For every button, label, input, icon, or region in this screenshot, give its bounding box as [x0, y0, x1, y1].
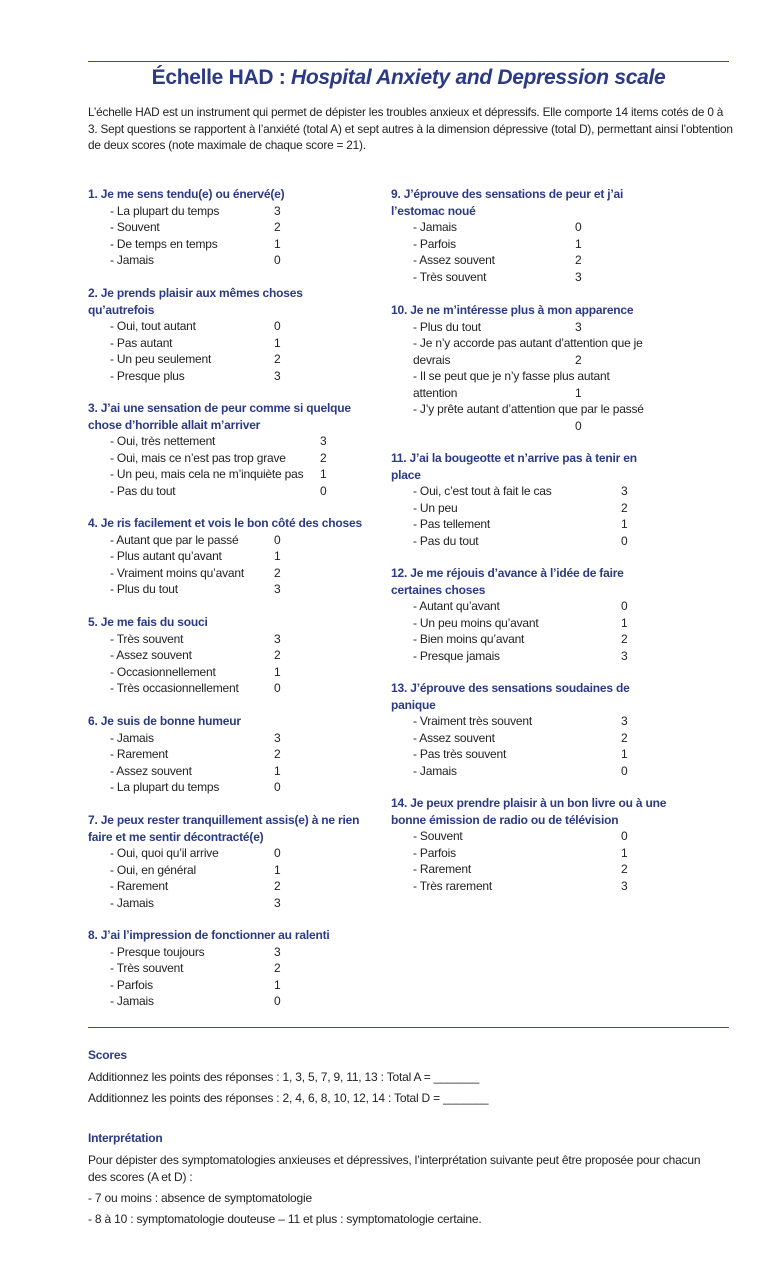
- question-title: 1. Je me sens tendu(e) ou énervé(e): [88, 187, 285, 201]
- option-label: - De temps en temps: [110, 236, 218, 251]
- option-label: - Presque plus: [110, 368, 185, 383]
- answer-option: [88, 862, 378, 879]
- option-label: - Un peu, mais cela ne m’inquiète pas: [110, 467, 304, 481]
- answer-option: [88, 483, 378, 500]
- option-score: 0: [274, 994, 281, 1008]
- answer-option: [88, 993, 378, 1010]
- option-score: 0: [274, 780, 281, 794]
- option-label: - Parfois: [413, 845, 456, 860]
- answer-option: [88, 433, 378, 450]
- middle-rule: [88, 1027, 729, 1028]
- option-score: 2: [320, 450, 327, 465]
- answer-option: [88, 845, 378, 862]
- option-score: 0: [274, 532, 281, 547]
- option-score: 1: [274, 236, 281, 251]
- interpretation-item-1: - 7 ou moins : absence de symptomatologie: [88, 1191, 312, 1205]
- option-label: - Je n’y accorde pas autant d’attention que je devrais: [413, 336, 643, 367]
- answer-option: [391, 269, 651, 286]
- option-score: 2: [621, 730, 628, 745]
- option-label: - Très souvent: [110, 631, 184, 646]
- option-score: 2: [621, 632, 628, 646]
- option-label: - J’y prête autant d’attention que par le passé: [413, 402, 644, 416]
- answer-option: [88, 680, 378, 697]
- option-label: - Oui, en général: [110, 862, 196, 877]
- option-score: 3: [621, 484, 628, 498]
- answer-option: [88, 763, 378, 780]
- option-label: - Oui, c’est tout à fait le cas: [413, 484, 552, 498]
- question-title: 4. Je ris facilement et vois le bon côté des choses: [88, 516, 362, 530]
- answer-option: [391, 615, 661, 632]
- option-score: 1: [320, 467, 327, 481]
- answer-option: [391, 219, 651, 236]
- question-title: 12. Je me réjouis d’avance à l’idée de faire certaines choses: [391, 566, 624, 597]
- scores-heading: Scores: [88, 1048, 127, 1062]
- question-8: [88, 927, 378, 1010]
- question-1: [88, 186, 378, 269]
- option-label: - Très occasionnellement: [110, 681, 239, 695]
- answer-option: [88, 532, 388, 549]
- option-label: - Bien moins qu’avant: [413, 632, 525, 646]
- option-score: 1: [274, 664, 281, 679]
- question-title: 14. Je peux prendre plaisir à un bon livre ou à une bonne émission de radio ou de télévision: [391, 796, 667, 827]
- answer-option: [88, 335, 338, 352]
- option-score: 0: [621, 763, 628, 778]
- answer-option: [391, 845, 681, 862]
- option-label: - Plus autant qu’avant: [110, 549, 222, 563]
- option-label: - Vraiment moins qu’avant: [110, 565, 244, 580]
- answer-option: [88, 318, 338, 335]
- option-score: 0: [320, 483, 327, 498]
- question-2: [88, 285, 338, 384]
- question-title: 3. J’ai une sensation de peur comme si quelque chose d’horrible allait m’arriver: [88, 401, 351, 432]
- question-14: [391, 795, 681, 894]
- option-score: 0: [274, 846, 281, 860]
- option-label: - Assez souvent: [110, 648, 192, 662]
- answer-option: [88, 779, 378, 796]
- option-score: 3: [274, 203, 281, 218]
- answer-option: [391, 648, 661, 665]
- option-score: 2: [621, 862, 628, 876]
- option-label: - Un peu moins qu’avant: [413, 615, 539, 630]
- answer-option: [391, 598, 661, 615]
- answer-option: [391, 878, 681, 895]
- option-score: 3: [621, 648, 628, 663]
- question-12: [391, 565, 661, 664]
- option-label: - Très souvent: [110, 961, 184, 975]
- option-score: 2: [274, 648, 281, 662]
- question-title: 5. Je me fais du souci: [88, 615, 208, 629]
- option-score: 3: [274, 944, 281, 959]
- answer-option: [391, 861, 681, 878]
- option-label: - Pas très souvent: [413, 747, 507, 761]
- option-score: 2: [274, 352, 281, 366]
- option-label: - Presque jamais: [413, 648, 500, 663]
- option-score: 1: [274, 335, 281, 350]
- score-line-a: Additionnez les points des réponses : 1, 3, 5, 7, 9, 11, 13 : Total A = _______: [88, 1070, 480, 1084]
- answer-option: [88, 977, 378, 994]
- answer-option: [391, 335, 681, 368]
- question-title: 8. J’ai l’impression de fonctionner au ralenti: [88, 928, 330, 942]
- answer-option: [391, 401, 681, 434]
- answer-option: [88, 236, 378, 253]
- option-score: 1: [274, 862, 281, 877]
- option-score: 2: [274, 961, 281, 975]
- answer-option: [88, 565, 388, 582]
- option-score: 3: [274, 730, 281, 745]
- question-title: 9. J’éprouve des sensations de peur et j’ai l’estomac noué: [391, 187, 624, 218]
- answer-option: [88, 878, 378, 895]
- question-title: 11. J’ai la bougeotte et n’arrive pas à tenir en place: [391, 451, 637, 482]
- answer-option: [88, 466, 378, 483]
- option-score: 1: [621, 517, 628, 531]
- option-label: - Vraiment très souvent: [413, 714, 533, 728]
- answer-option: [88, 960, 378, 977]
- option-score: 0: [621, 599, 628, 613]
- answer-option: [391, 533, 661, 550]
- option-score: 0: [274, 681, 281, 695]
- answer-option: [88, 219, 378, 236]
- option-label: - Souvent: [110, 220, 160, 234]
- option-label: - Jamais: [413, 763, 457, 778]
- option-label: - Un peu seulement: [110, 352, 212, 366]
- option-score: 3: [621, 878, 628, 893]
- question-title: 13. J’éprouve des sensations soudaines de panique: [391, 681, 630, 712]
- option-label: - Rarement: [110, 879, 169, 893]
- option-label: - Très rarement: [413, 878, 493, 893]
- answer-option: [88, 252, 378, 269]
- option-score: 0: [575, 418, 582, 433]
- answer-option: [88, 944, 378, 961]
- question-13: [391, 680, 661, 779]
- page-title: [88, 66, 729, 90]
- question-title: 7. Je peux rester tranquillement assis(e) à ne rien faire et me sentir décontracté(e): [88, 813, 360, 844]
- option-score: 2: [621, 500, 628, 515]
- answer-option: [88, 746, 378, 763]
- option-score: 3: [320, 434, 327, 448]
- answer-option: [88, 450, 378, 467]
- option-score: 1: [621, 845, 628, 860]
- option-label: - Jamais: [110, 253, 154, 267]
- answer-option: [391, 828, 681, 845]
- option-score: 2: [575, 352, 582, 367]
- option-label: - Jamais: [413, 220, 457, 234]
- answer-option: [391, 713, 661, 730]
- option-score: 3: [274, 368, 281, 383]
- answer-option: [391, 631, 661, 648]
- option-label: - Parfois: [110, 977, 153, 992]
- option-score: 0: [274, 253, 281, 267]
- title-plain: Échelle HAD :: [151, 66, 291, 89]
- option-label: - Rarement: [413, 862, 472, 876]
- option-label: - Oui, tout autant: [110, 319, 196, 333]
- option-score: 2: [274, 879, 281, 893]
- answer-option: [88, 631, 378, 648]
- question-3: [88, 400, 378, 499]
- option-label: - Parfois: [413, 236, 456, 251]
- answer-option: [391, 763, 661, 780]
- interpretation-heading: Interprétation: [88, 1131, 163, 1145]
- option-score: 1: [575, 236, 582, 251]
- option-label: - Pas autant: [110, 335, 173, 350]
- option-score: 3: [621, 714, 628, 728]
- option-label: - Pas tellement: [413, 517, 491, 531]
- option-label: - Jamais: [110, 994, 154, 1008]
- option-score: 3: [274, 582, 281, 596]
- option-score: 2: [575, 253, 582, 267]
- answer-option: [88, 548, 388, 565]
- answer-option: [391, 500, 661, 517]
- answer-option: [391, 730, 661, 747]
- question-6: [88, 713, 378, 796]
- answer-option: [391, 368, 681, 401]
- option-score: 0: [621, 829, 628, 843]
- answer-option: [88, 581, 388, 598]
- option-label: - Plus du tout: [110, 582, 178, 596]
- answer-option: [88, 368, 338, 385]
- option-score: 3: [274, 631, 281, 646]
- option-score: 2: [274, 220, 281, 234]
- answer-option: [88, 664, 378, 681]
- option-label: - Jamais: [110, 730, 154, 745]
- option-label: - Occasionnellement: [110, 664, 216, 679]
- option-label: - Assez souvent: [413, 253, 495, 267]
- question-10: [391, 302, 681, 434]
- question-5: [88, 614, 378, 697]
- option-label: - Assez souvent: [110, 763, 192, 778]
- option-label: - Un peu: [413, 500, 458, 515]
- answer-option: [391, 483, 661, 500]
- option-score: 2: [274, 747, 281, 761]
- option-score: 0: [621, 533, 628, 548]
- option-label: - Plus du tout: [413, 319, 481, 334]
- interpretation-item-2: - 8 à 10 : symptomatologie douteuse – 11 et plus : symptomatologie certaine.: [88, 1212, 482, 1226]
- option-label: - Rarement: [110, 747, 169, 761]
- question-title: 10. Je ne m’intéresse plus à mon apparence: [391, 303, 634, 317]
- option-label: - Autant que par le passé: [110, 532, 239, 547]
- option-label: - Assez souvent: [413, 730, 495, 745]
- answer-option: [88, 203, 378, 220]
- option-label: - Jamais: [110, 895, 154, 910]
- option-label: - Autant qu’avant: [413, 599, 500, 613]
- score-line-d: Additionnez les points des réponses : 2, 4, 6, 8, 10, 12, 14 : Total D = _______: [88, 1091, 489, 1105]
- answer-option: [88, 895, 378, 912]
- option-score: 0: [575, 220, 582, 234]
- option-score: 1: [274, 977, 281, 992]
- option-label: - Presque toujours: [110, 944, 205, 959]
- option-score: 1: [621, 747, 628, 761]
- question-title: 6. Je suis de bonne humeur: [88, 714, 241, 728]
- option-score: 1: [274, 549, 281, 563]
- option-label: - Très souvent: [413, 269, 487, 284]
- option-score: 1: [621, 615, 628, 630]
- answer-option: [88, 647, 378, 664]
- interpretation-text: Pour dépister des symptomatologies anxieuses et dépressives, l’interprétation suivante peut être proposée pour chacun des scores (A et D) :: [88, 1153, 701, 1184]
- question-4: [88, 515, 388, 598]
- option-score: 1: [274, 763, 281, 778]
- option-score: 3: [575, 269, 582, 284]
- option-label: - Pas du tout: [110, 483, 176, 498]
- answer-option: [88, 351, 338, 368]
- answer-option: [391, 252, 651, 269]
- option-label: - Il se peut que je n’y fasse plus autant attention: [413, 369, 610, 400]
- option-score: 2: [274, 565, 281, 580]
- answer-option: [88, 730, 378, 747]
- option-label: - La plupart du temps: [110, 780, 220, 794]
- option-score: 1: [575, 385, 582, 400]
- answer-option: [391, 236, 651, 253]
- option-label: - Oui, mais ce n’est pas trop grave: [110, 450, 286, 465]
- answer-option: [391, 319, 681, 336]
- question-title: 2. Je prends plaisir aux mêmes choses qu’autrefois: [88, 286, 303, 317]
- answer-option: [391, 746, 661, 763]
- answer-option: [391, 516, 661, 533]
- option-label: - Oui, très nettement: [110, 434, 216, 448]
- question-11: [391, 450, 661, 549]
- intro-paragraph: L’échelle HAD est un instrument qui permet de dépister les troubles anxieux et dépressifs. Elle comporte 14 items cotés de 0 à 3. Sept questions se rapportent à l’anxiété (total A) et sept autres à la dimension dépressive (total D), permettant ainsi l’obtention de deux scores (note maximale de chaque score = 21).: [88, 105, 733, 152]
- option-label: - La plupart du temps: [110, 203, 220, 218]
- option-score: 0: [274, 319, 281, 333]
- question-9: [391, 186, 651, 285]
- option-label: - Pas du tout: [413, 533, 479, 548]
- option-label: - Souvent: [413, 829, 463, 843]
- option-score: 3: [274, 895, 281, 910]
- question-7: [88, 812, 378, 911]
- top-rule: [88, 61, 729, 62]
- option-label: - Oui, quoi qu’il arrive: [110, 846, 219, 860]
- title-italic: Hospital Anxiety and Depression scale: [290, 66, 666, 89]
- option-score: 3: [575, 319, 582, 334]
